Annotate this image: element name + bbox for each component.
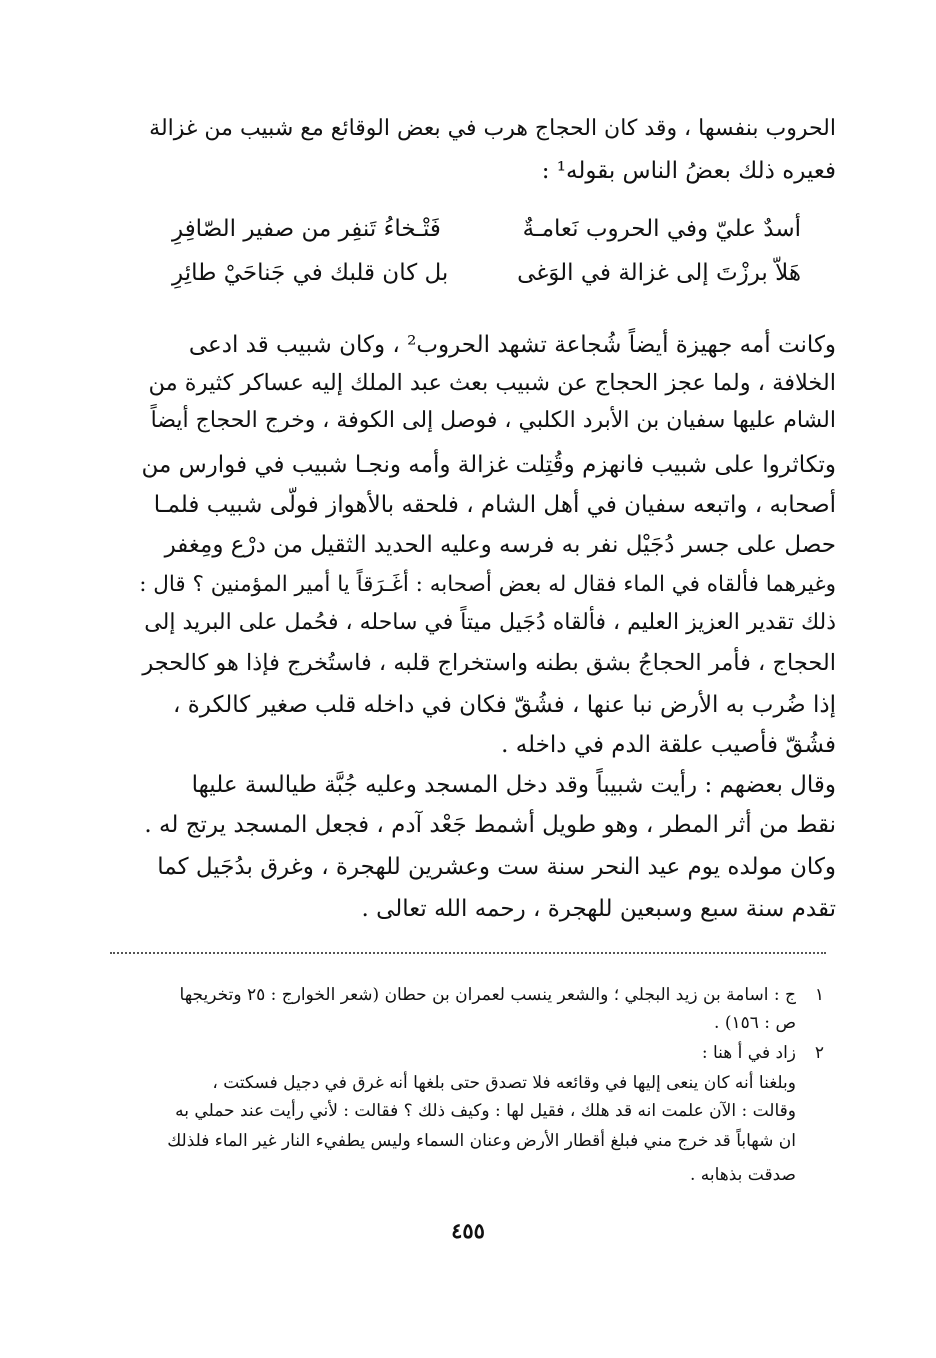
- body-line: تقدم سنة سبع وسبعين للهجرة ، رحمه الله تعالى .: [361, 896, 836, 922]
- footnote-separator: [110, 952, 826, 954]
- footnote-line: زاد في أ هنا :: [701, 1043, 796, 1063]
- body-line: الخلافة ، ولما عجز الحجاج عن شبيب بعث عبد الملك إليه عساكر كثيرة من: [148, 370, 836, 396]
- verse-hemistich-second: بل كان قلبك في جَناحَيْ طائِرِ: [172, 260, 449, 286]
- body-line: أصحابه ، واتبعه سفيان في أهل الشام ، فلحقه بالأهواز فولّى شبيب فلمـا: [153, 492, 836, 518]
- body-line: الحجاج ، فأمر الحجاجُ بشق بطنه واستخراج قلبه ، فاستُخرج فإذا هو كالحجر: [142, 650, 836, 676]
- body-line: ذلك تقدير العزيز العليم ، فألقاه دُجَيل ميتاً في ساحله ، فحُمل على البريد إلى: [144, 610, 836, 635]
- footnote-line: ص : ١٥٦) .: [714, 1013, 796, 1033]
- body-line: وقال بعضهم : رأيت شبيباً وقد دخل المسجد وعليه جُبَّة طيالسة عليها: [191, 772, 836, 798]
- body-line: وتكاثروا على شبيب فانهزم وقُتِلت غزالة وأمه ونجـا شبيب في فوارس من: [141, 452, 836, 478]
- body-line: وغيرهما فألقاه في الماء فقال له بعض أصحابه : أغَـرَقاً يا أمير المؤمنين ؟ قال :: [139, 572, 836, 597]
- verse-hemistich-second: فَتْـخاءُ تَنفِر من صفير الصّافِرِ: [172, 216, 441, 242]
- footnote-number: ٢: [814, 1043, 824, 1063]
- body-line: فشُقّ فأصيب علقة الدم في داخله .: [501, 732, 836, 758]
- body-line: فعيره ذلك بعضُ الناس بقوله¹ :: [541, 158, 836, 184]
- body-line: وكان مولده يوم عيد النحر سنة ست وعشرين للهجرة ، وغرق بدُجَيل كما: [157, 854, 836, 880]
- body-line: إذا ضُرب به الأرض نبا عنها ، فشُقّ فكان في داخله قلب صغير كالكرة ،: [173, 692, 836, 718]
- footnote-line: ان شهاباً قد خرج مني فبلغ أقطار الأرض وعنان السماء وليس يطفيء النار غير الماء فلذلك: [167, 1131, 796, 1151]
- body-line: الشام عليها سفيان بن الأبرد الكلبي ، فوصل إلى الكوفة ، وخرج الحجاج أيضاً: [150, 408, 836, 433]
- footnote-line: صدقت بذهابه .: [689, 1165, 796, 1185]
- footnote-line: وقالت : الآن علمت انه قد هلك ، فقيل لها : وكيف ذلك ؟ فقالت : لأني رأيت عند حملي به: [175, 1101, 796, 1121]
- page-number: ٤٥٥: [451, 1218, 485, 1243]
- footnote-line: وبلغنا أنه كان ينعى إليها في وقائعه فلا تصدق حتى بلغها أنه غرق في دجيل فسكتت ،: [212, 1073, 796, 1093]
- verse-hemistich-first: هَلاّ برزْتَ إلى غزالة في الوَغى: [517, 260, 801, 286]
- verse-hemistich-first: أسدٌ عليّ وفي الحروب نَعامـةٌ: [522, 216, 801, 242]
- body-line: نقط من أثر المطر ، وهو طويل أشمط جَعْد آدم ، فجعل المسجد يرتج له .: [144, 812, 836, 838]
- body-line: وكانت أمه جهيزة أيضاً شُجاعة تشهد الحروب² ، وكان شبيب قد ادعى: [188, 332, 836, 358]
- footnote-number: ١: [814, 985, 824, 1005]
- body-line: الحروب بنفسها ، وقد كان الحجاج هرب في بعض الوقائع مع شبيب من غزالة: [149, 116, 836, 141]
- footnote-line: ج : اسامة بن زيد البجلي ؛ والشعر ينسب لعمران بن حطان (شعر الخوارج : ٢٥ وتخريجها: [179, 985, 796, 1005]
- body-line: حصل على جسر دُجَيْل نفر به فرسه وعليه الحديد الثقيل من درْع ومِغفر: [164, 532, 836, 558]
